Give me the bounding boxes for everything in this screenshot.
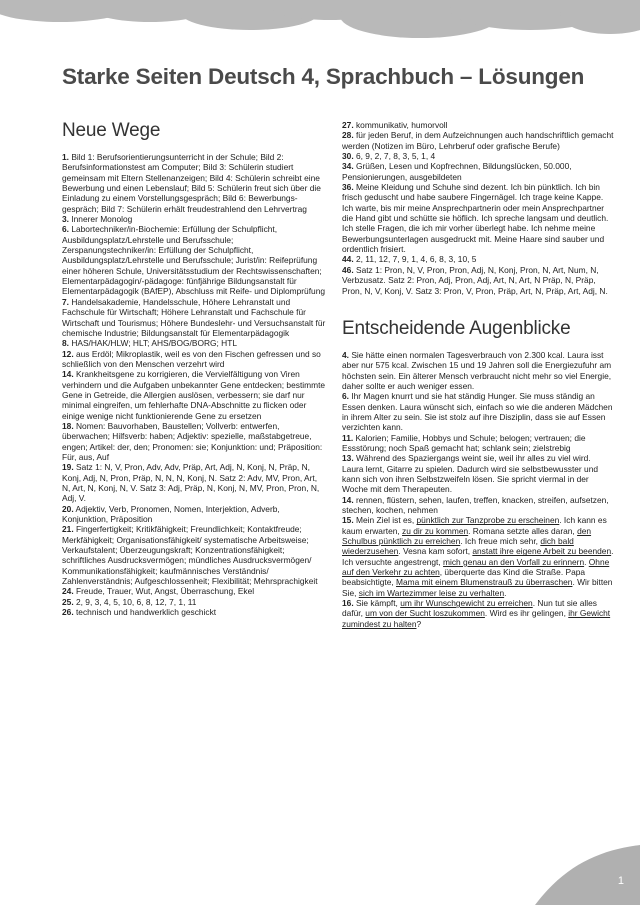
- answer-text: Satz 1: N, V, Pron, Adv, Adv, Präp, Art, Adj, N, Konj, N, Präp, N, Konj, Adj, N, Pron, Präp, N, N, N, Konj, N. Satz 2: Adv, MV, Pron, Art, N, Art, N, Konj, N, V. Satz 3: Adj, Präp, N, Konj, N, MV, Pron, Pron, N, Adj, V.: [62, 462, 320, 504]
- answer-text: Meine Kleidung und Schuhe sind dezent. Ich bin pünktlich. Ich bin frisch geduscht und habe saubere Fingernägel. Ich trage keine Kappe. Ich warte, bis mir meine Ansprechpartnerin oder mein Ansprechpartner die Hand gibt und schütte sie höflich. Ich spreche langsam und deutlich. Ich stelle Fragen, die ich mir vorher überlegt habe. Ich nehme meine Bewerbungsunterlagen ausgedruckt mit. Meine Haare sind sauber und ordentlich frisiert.: [342, 182, 609, 255]
- answer-text: 6, 9, 2, 7, 8, 3, 5, 1, 4: [353, 151, 436, 162]
- answer-number: 20.: [62, 503, 74, 514]
- answer-number: 19.: [62, 462, 74, 473]
- answer-number: 15.: [342, 515, 354, 526]
- answer-text: Krankheitsgene zu korrigieren, die Vervielfältigung von Viren verhindern und die Aufgaben unbekannter Gene entdecken; bestimmte Gene in Getreide, die Allergien auslösen, verbessern; sie darf nur minimal eingreifen, um fehlerhafte DNA-Abschnitte zu flicken oder einige wenige nicht funktionierende Gene zu ersetzen: [62, 369, 326, 421]
- answer-item: [342, 265, 614, 296]
- answer-text: rennen, flüstern, sehen, laufen, treffen, knacken, streifen, aufsetzen, stechen, kochen, nehmen: [342, 494, 609, 515]
- answer-text: .: [504, 587, 507, 598]
- answer-text: . Wir bitten Sie,: [342, 577, 613, 598]
- answer-text: Nomen: Bauvorhaben, Baustellen; Vollverb: entwerfen, überwachen; Hilfsverb: haben; Adjektiv: spezielle, maßstabgetreue, engen; Artikel: der, den; Pronomen: sie; Konjunktion: und; Präposition: Für, aus, Auf: [62, 420, 323, 462]
- answer-text: Sie kämpft,: [353, 598, 401, 609]
- answer-text: 2, 9, 3, 4, 5, 10, 6, 8, 12, 7, 1, 11: [73, 596, 197, 607]
- answer-number: 3.: [62, 214, 69, 225]
- answer-number: 26.: [62, 607, 74, 618]
- underlined-infinitive-group: zu dir zu kommen: [402, 525, 469, 536]
- answer-text: . Ich freue mich sehr,: [460, 536, 541, 547]
- answer-item: [62, 214, 327, 224]
- answer-text: . Wird es ihr gelingen,: [484, 608, 569, 619]
- answer-text: technisch und handwerklich geschickt: [73, 607, 217, 618]
- answer-text: Fingerfertigkeit; Kritikfähigkeit; Freundlichkeit; Kontaktfreude; Merkfähigkeit; Organisationsfähigkeit/ systematische Arbeitsweise; Verkaufstalent; Überzeugungskraft; Konzentrationsfähigkeit; schriftliches Ausdrucksvermögen; mündliches Ausdrucksvermögen/ Kommunikationsfähigkeit; kaufmännisches Verständnis/ Zahlenverständnis; Aufgeschlossenheit; Flexibilität; Mehrsprachigkeit: [62, 524, 318, 587]
- answer-number: 1.: [62, 152, 69, 162]
- answer-item: [62, 369, 327, 421]
- answer-number: 14.: [342, 494, 354, 505]
- answer-number: 6.: [62, 224, 69, 235]
- answer-text: . Ich versuchte angestrengt,: [342, 546, 614, 567]
- answer-text: Labortechniker/in-Biochemie: Erfüllung der Schulpflicht, Ausbildungsplatz/Lehrstelle und Berufsschule; Zerspanungstechniker/in: Erfüllung der Schulpflicht, Ausbildungsplatz/Lehrstelle und Berufsschule; Jurist/in: Reifeprüfung einer höheren Schule, Universitätsstudium der Rechtswissenschaften; Elementarpädagogin/-pädagoge: fünfjährige Bildungsanstalt für Elementarpädagogik (BAfEP), Abschluss mit Reife- und Diplomprüfung: [62, 224, 326, 297]
- answer-item: [62, 524, 327, 586]
- answer-item: [342, 254, 614, 264]
- answer-number: 27.: [342, 120, 354, 130]
- answer-text: Ihr Magen knurrt und sie hat ständig Hunger. Sie muss ständig an Essen denken. Laura wünscht sich, einfach so wie die anderen Mädchen in ihrem Alter zu sein. Sie ist stolz auf ihre Disziplin, dass sie auf Essen verzichten kann.: [342, 391, 613, 433]
- underlined-infinitive-group: dich bald wiederzusehen: [342, 536, 574, 557]
- answer-text: Innerer Monolog: [69, 214, 133, 225]
- answer-list-right-top: [342, 120, 614, 296]
- answer-list-right-bottom: [342, 350, 614, 516]
- answer-item: [62, 597, 327, 607]
- answer-item: [62, 224, 327, 296]
- underlined-infinitive-group: anstatt ihre eigene Arbeit zu beenden: [472, 546, 612, 557]
- answer-number: 44.: [342, 254, 354, 265]
- answer-text: kommunikativ, humorvoll: [353, 120, 448, 130]
- answer-item-16: [342, 598, 614, 629]
- answer-number: 11.: [342, 432, 354, 443]
- answer-text: .: [584, 556, 589, 567]
- underlined-infinitive-group: pünktlich zur Tanzprobe zu erscheinen: [416, 515, 560, 526]
- answer-text: ?: [416, 618, 422, 629]
- answer-item: [342, 495, 614, 516]
- underlined-infinitive-group: um von der Sucht loszukommen: [365, 608, 485, 619]
- answer-item: [342, 453, 614, 494]
- answer-number: 30.: [342, 151, 354, 162]
- answer-text: Kalorien; Familie, Hobbys und Schule; belogen; vertrauen; die Essstörung; noch Spaß gemacht hat; schlank sein; zielstrebig: [342, 432, 586, 453]
- section-heading-entscheidende-augenblicke: Entscheidende Augenblicke: [342, 317, 571, 339]
- answer-item: [62, 504, 327, 525]
- answer-text: . Vesna kam sofort,: [398, 546, 473, 557]
- answer-text: aus Erdöl; Mikroplastik, weil es von den Fischen gefressen und so schließlich von den Menschen verzehrt wird: [62, 348, 321, 369]
- answer-number: 24.: [62, 586, 74, 597]
- page-title: Starke Seiten Deutsch 4, Sprachbuch – Lösungen: [62, 64, 585, 89]
- answer-item: [62, 349, 327, 370]
- answer-number: 14.: [62, 369, 74, 380]
- answer-number: 25.: [62, 596, 74, 607]
- answer-text: . Romana setzte alles daran,: [468, 525, 578, 536]
- underlined-infinitive-group: um ihr Wunschgewicht zu erreichen: [400, 598, 533, 609]
- right-column: [342, 120, 614, 629]
- answer-number: 4.: [342, 349, 349, 360]
- answer-item: [62, 421, 327, 462]
- answer-text: Bild 1: Berufsorientierungsunterricht in der Schule; Bild 2: Berufsinformationstest am Computer; Bild 3: Schülerin studiert gemeinsam mit Eltern Stellenanzeigen; Bild 4: Schülerin schreibt eine Bewerbung und einen Lebenslauf; Bild 5: Schülerin freut sich über die Einladung zu einem Vorstellungsgespräch; Bild 6: Bewerbungs-gespräch; Bild 7: Schülerin erhält freudestrahlend den Lehrvertrag: [62, 152, 321, 214]
- page-number: 1: [617, 875, 624, 887]
- answer-text: 2, 11, 12, 7, 9, 1, 4, 6, 8, 3, 10, 5: [353, 254, 477, 265]
- answer-item: [342, 151, 614, 161]
- answer-number: 46.: [342, 264, 354, 275]
- answer-item: [342, 130, 614, 151]
- answer-item: [62, 607, 327, 617]
- answer-number: 28.: [342, 130, 354, 141]
- answer-number: 8.: [62, 338, 69, 349]
- answer-item: [342, 350, 614, 391]
- answer-text: Adjektiv, Verb, Pronomen, Nomen, Interjektion, Adverb, Konjunktion, Präposition: [62, 503, 280, 525]
- answer-text: für jeden Beruf, in dem Aufzeichnungen auch handschriftlich gemacht werden (Notizen im Büro, Lehrberuf oder grafische Berufe): [342, 130, 614, 151]
- answer-number: 34.: [342, 161, 354, 172]
- answer-number: 18.: [62, 420, 74, 431]
- answer-item: [62, 586, 327, 596]
- answer-number: 7.: [62, 296, 69, 307]
- answer-item: [62, 462, 327, 503]
- left-column: [62, 120, 327, 617]
- answer-number: 36.: [342, 182, 354, 193]
- answer-text: Satz 1: Pron, N, V, Pron, Pron, Adj, N, Konj, Pron, N, Art, Num, N, Verbzusatz. Satz 2: Pron, Adj, Pron, Adj, Art, N, Art, N Präp, N, Präp, Pron, N, V, Konj, V. Satz 3: Pron, V, Pron, Präp, Art, N, Präp, Art, Adj, N.: [342, 264, 608, 296]
- answer-text: Freude, Trauer, Wut, Angst, Überraschung, Ekel: [73, 586, 255, 597]
- answer-item: [342, 391, 614, 432]
- underlined-infinitive-group: ihr Gewicht zumindest zu halten: [342, 608, 611, 629]
- answer-text: Grüßen, Lesen und Kopfrechnen, Bildungslücken, 50.000, Pensionierungen, ausgebildeten: [342, 161, 572, 182]
- underlined-infinitive-group: mich genau an den Vorfall zu erinnern: [443, 556, 585, 567]
- answer-item: [62, 297, 327, 338]
- answer-item: [62, 338, 327, 348]
- underlined-infinitive-group: Ohne auf den Verkehr zu achten: [342, 556, 610, 578]
- answer-text: . Ich kann es kaum erwarten,: [342, 515, 607, 536]
- answer-number: 21.: [62, 524, 74, 535]
- answer-text: Mein Ziel ist es,: [353, 515, 417, 526]
- answer-list-left: [62, 152, 327, 617]
- answer-text: Handelsakademie, Handelsschule, Höhere Lehranstalt und Fachschule für Wirtschaft; Höhere Lehranstalt und Fachschule für Wirtschaft und Tourismus; Höhere Bundeslehr- und Versuchsanstalt für chemische Industrie; Bildungsanstalt für Elementarpädagogik: [62, 296, 326, 338]
- answer-number: 6.: [342, 391, 349, 402]
- answer-number: 16.: [342, 598, 354, 609]
- answer-item: [342, 433, 614, 454]
- underlined-infinitive-group: den Schulbus pünktlich zu erreichen: [342, 525, 592, 547]
- underlined-infinitive-group: sich im Wartezimmer leise zu verhalten: [358, 587, 505, 598]
- answer-text: Sie hätte einen normalen Tagesverbrauch von 2.300 kcal. Laura isst aber nur 575 kcal. Zwischen 15 und 19 Jahren soll die Energiezufuhr am höchsten sein. Ein älterer Mensch verbraucht nicht mehr so viel Energie, daher sollte er auch weniger essen.: [342, 349, 612, 391]
- answer-number: 12.: [62, 348, 74, 359]
- answer-text: Während des Spaziergangs weint sie, weil ihr alles zu viel wird. Laura lernt, Gitarre zu spielen. Dadurch wird sie selbstbewusster und kann sich von ihren Selbstzweifeln lösen. Sie spricht viermal in der Woche mit dem Therapeuten.: [342, 453, 599, 495]
- answer-text: , überquerte das Kind die Straße. Papa beabsichtigte,: [342, 567, 586, 588]
- answer-text: . Nun tut sie alles dafür,: [342, 598, 597, 619]
- header-cloud-decoration: [0, 0, 640, 40]
- answer-item-15: [342, 515, 614, 598]
- section-heading-neue-wege: Neue Wege: [62, 120, 161, 141]
- answer-item: [342, 120, 614, 130]
- answer-number: 13.: [342, 453, 354, 464]
- underlined-infinitive-group: Mama mit einem Blumenstrauß zu überraschen: [396, 577, 573, 588]
- answer-item: [342, 161, 614, 182]
- answer-item: [342, 182, 614, 254]
- answer-text: HAS/HAK/HLW; HLT; AHS/BOG/BORG; HTL: [69, 338, 237, 349]
- answer-item: [62, 152, 327, 214]
